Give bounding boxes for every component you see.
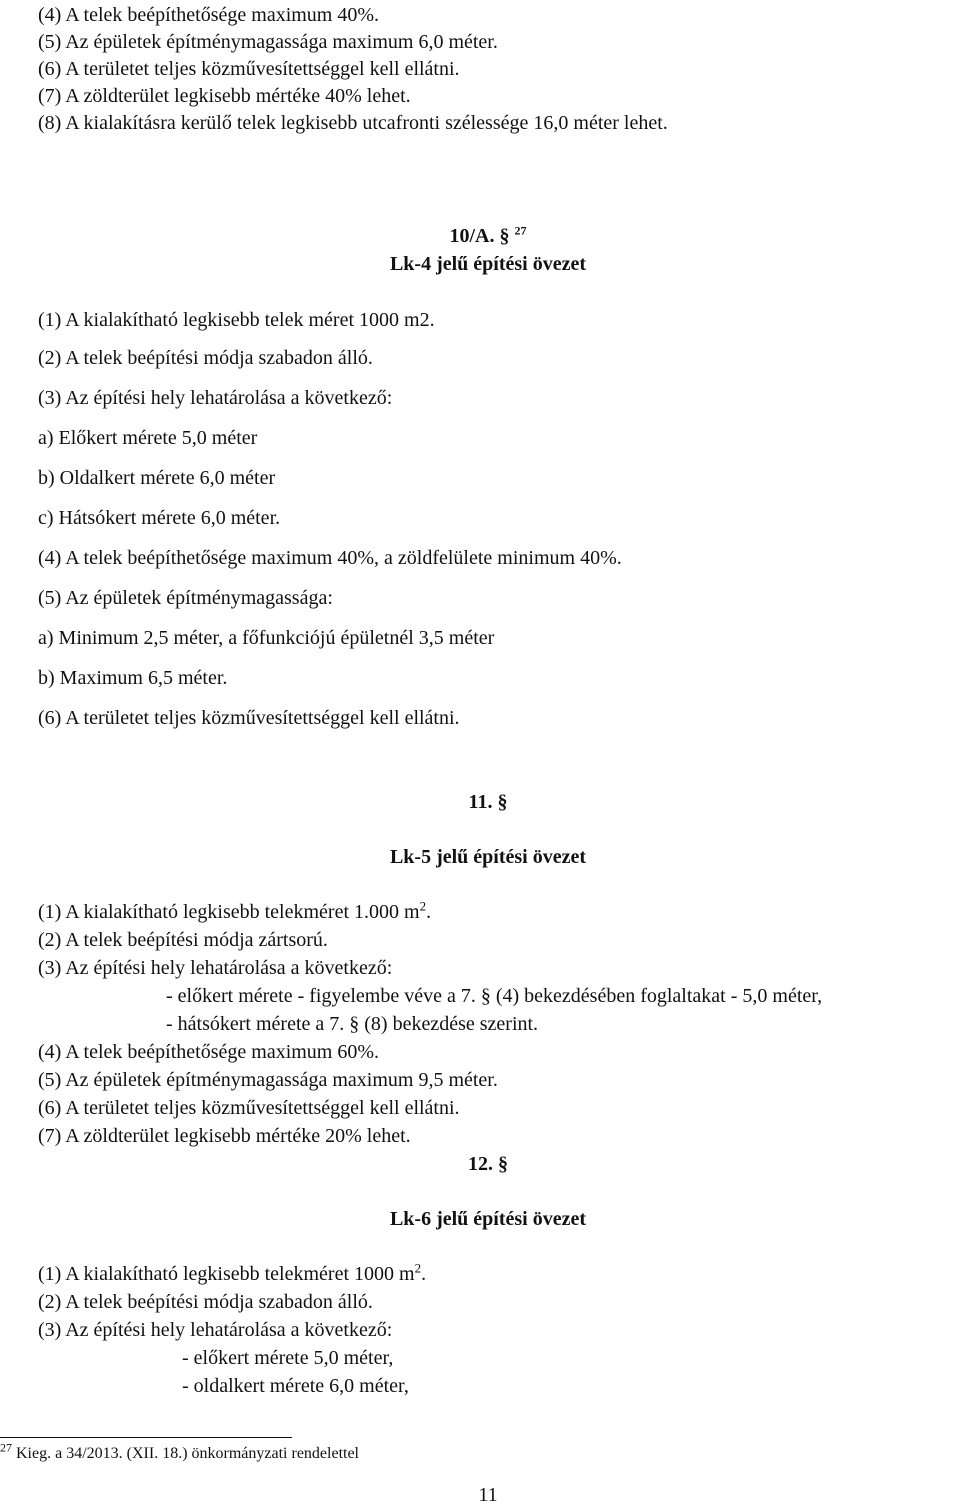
paragraph-text: . bbox=[421, 1263, 427, 1285]
paragraph: (7) A zöldterület legkisebb mértéke 20% lehet. bbox=[38, 1125, 411, 1147]
superscript: 2 bbox=[414, 1260, 422, 1276]
paragraph bbox=[38, 1262, 426, 1286]
paragraph: (3) Az építési hely lehatárolása a következő: bbox=[38, 387, 393, 409]
list-item: c) Hátsókert mérete 6,0 méter. bbox=[38, 507, 281, 529]
paragraph: (3) Az építési hely lehatárolása a következő: bbox=[38, 1319, 393, 1341]
section-number: 12. § bbox=[468, 1153, 508, 1175]
list-item: b) Maximum 6,5 méter. bbox=[38, 667, 228, 689]
section-title: Lk-4 jelű építési övezet bbox=[389, 253, 587, 275]
paragraph: (4) A telek beépíthetősége maximum 40%. bbox=[38, 4, 380, 26]
paragraph-text: (1) A kialakítható legkisebb telekméret 1.000 m bbox=[38, 901, 420, 923]
list-item: - előkert mérete 5,0 méter, bbox=[182, 1347, 394, 1369]
footnote-ref: 27 bbox=[514, 223, 527, 238]
paragraph: (6) A területet teljes közművesítettséggel kell ellátni. bbox=[38, 707, 460, 729]
paragraph-text: (1) A kialakítható legkisebb telekméret 1000 m bbox=[38, 1263, 415, 1285]
paragraph: (8) A kialakításra kerülő telek legkisebb utcafronti szélessége 16,0 méter lehet. bbox=[38, 112, 668, 134]
list-item: - előkert mérete - figyelembe véve a 7. § (4) bekezdésében foglaltakat - 5,0 méter, bbox=[166, 985, 823, 1007]
list-item: - hátsókert mérete a 7. § (8) bekezdése szerint. bbox=[166, 1013, 539, 1035]
paragraph: (3) Az építési hely lehatárolása a következő: bbox=[38, 957, 393, 979]
paragraph: (1) A kialakítható legkisebb telek méret 1000 m2. bbox=[38, 309, 435, 331]
paragraph: (6) A területet teljes közművesítettséggel kell ellátni. bbox=[38, 1097, 460, 1119]
section-number: 11. § bbox=[468, 791, 508, 813]
list-item: a) Minimum 2,5 méter, a főfunkciójú épületnél 3,5 méter bbox=[38, 627, 495, 649]
paragraph: (6) A területet teljes közművesítettséggel kell ellátni. bbox=[38, 58, 460, 80]
paragraph: (2) A telek beépítési módja zártsorú. bbox=[38, 929, 328, 951]
paragraph: (2) A telek beépítési módja szabadon álló. bbox=[38, 1291, 373, 1313]
paragraph: (2) A telek beépítési módja szabadon álló. bbox=[38, 347, 373, 369]
paragraph: (7) A zöldterület legkisebb mértéke 40% lehet. bbox=[38, 85, 411, 107]
section-number-text: 10/A. § bbox=[449, 225, 510, 247]
footnote bbox=[0, 1440, 359, 1464]
footnote-text: Kieg. a 34/2013. (XII. 18.) önkormányzati rendelettel bbox=[16, 1445, 359, 1462]
footnote-separator bbox=[0, 1437, 292, 1438]
paragraph bbox=[38, 900, 431, 924]
section-title: Lk-6 jelű építési övezet bbox=[389, 1208, 587, 1230]
list-item: b) Oldalkert mérete 6,0 méter bbox=[38, 467, 276, 489]
page-number: 11 bbox=[478, 1484, 498, 1506]
list-item: - oldalkert mérete 6,0 méter, bbox=[182, 1375, 409, 1397]
paragraph: (5) Az épületek építménymagassága maximum 9,5 méter. bbox=[38, 1069, 498, 1091]
superscript: 2 bbox=[419, 898, 427, 914]
paragraph: (4) A telek beépíthetősége maximum 60%. bbox=[38, 1041, 380, 1063]
list-item: a) Előkert mérete 5,0 méter bbox=[38, 427, 258, 449]
footnote-number: 27 bbox=[0, 1440, 12, 1455]
paragraph: (5) Az épületek építménymagassága: bbox=[38, 587, 333, 609]
section-number bbox=[0, 224, 960, 248]
paragraph: (4) A telek beépíthetősége maximum 40%, a zöldfelülete minimum 40%. bbox=[38, 547, 622, 569]
paragraph-text: . bbox=[426, 901, 432, 923]
paragraph: (5) Az épületek építménymagassága maximum 6,0 méter. bbox=[38, 31, 498, 53]
section-title: Lk-5 jelű építési övezet bbox=[389, 846, 587, 868]
